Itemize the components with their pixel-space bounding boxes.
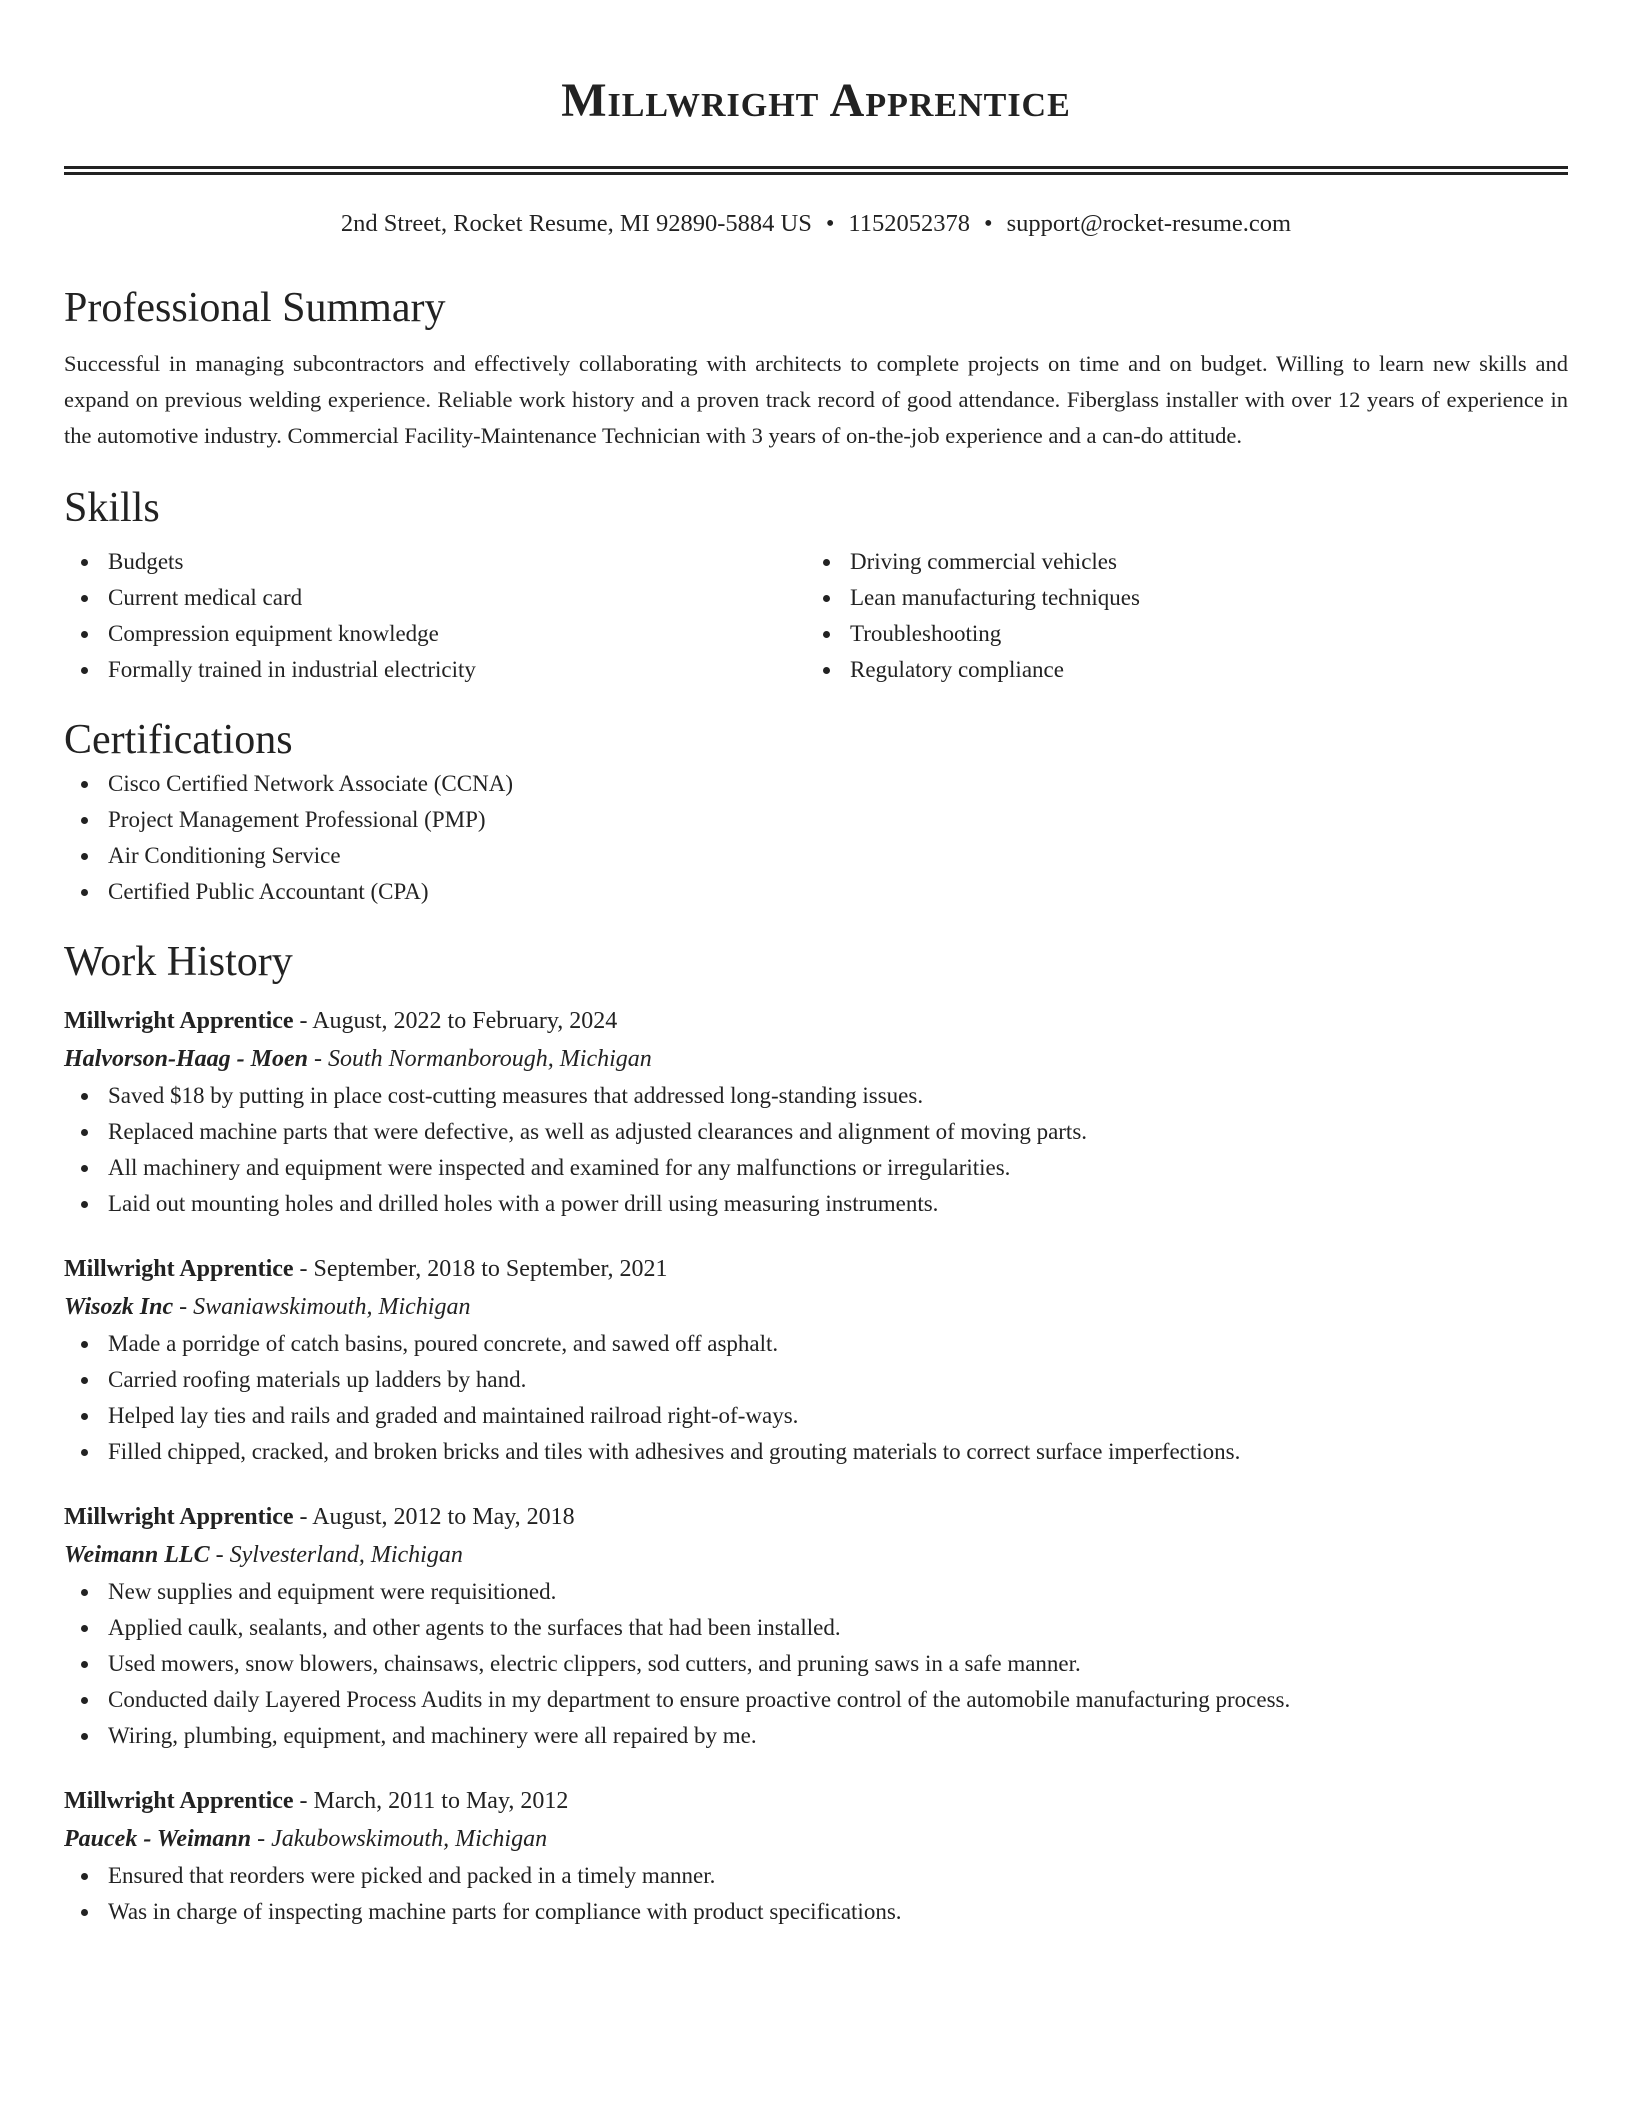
job-bullet: New supplies and equipment were requisitioned.: [64, 1574, 1568, 1610]
skill-item: Lean manufacturing techniques: [806, 580, 1548, 616]
job-title-line: [64, 1250, 1568, 1288]
section-heading-summary: Professional Summary: [64, 285, 446, 331]
section-heading-work-history: Work History: [64, 939, 293, 985]
job-bullet: Ensured that reorders were picked and packed in a timely manner.: [64, 1858, 1568, 1894]
job-company: Halvorson-Haag - Moen: [64, 1046, 309, 1072]
job-bullet: All machinery and equipment were inspected and examined for any malfunctions or irregularities.: [64, 1150, 1568, 1186]
job-entry: [64, 1250, 1568, 1470]
job-location: - Swaniawskimouth, Michigan: [173, 1294, 471, 1320]
skills-grid: [64, 544, 1568, 688]
skill-item: Regulatory compliance: [806, 652, 1548, 688]
job-bullet: Applied caulk, sealants, and other agents to the surfaces that had been installed.: [64, 1610, 1568, 1646]
job-company-line: [64, 1536, 1568, 1574]
contact-phone: 1152052378: [848, 210, 970, 237]
contact-separator: •: [825, 210, 835, 237]
job-location: - Sylvesterland, Michigan: [209, 1542, 463, 1568]
contact-email: support@rocket-resume.com: [1006, 210, 1292, 237]
job-bullet: Wiring, plumbing, equipment, and machinery were all repaired by me.: [64, 1718, 1568, 1754]
job-location: - Jakubowskimouth, Michigan: [251, 1826, 548, 1852]
job-dates: - August, 2022 to February, 2024: [293, 1008, 618, 1034]
job-entry: [64, 1782, 1568, 1930]
job-bullet: Laid out mounting holes and drilled holes with a power drill using measuring instruments.: [64, 1186, 1568, 1222]
job-company-line: [64, 1820, 1568, 1858]
job-bullet: Was in charge of inspecting machine parts for compliance with product specifications.: [64, 1894, 1568, 1930]
skill-item: Current medical card: [64, 580, 806, 616]
job-dates: - March, 2011 to May, 2012: [293, 1788, 569, 1814]
job-bullet: Carried roofing materials up ladders by hand.: [64, 1362, 1568, 1398]
job-bullets: [64, 1326, 1568, 1470]
job-bullet: Filled chipped, cracked, and broken bricks and tiles with adhesives and grouting materials to correct surface imperfections.: [64, 1434, 1568, 1470]
skill-item: Compression equipment knowledge: [64, 616, 806, 652]
job-bullet: Made a porridge of catch basins, poured concrete, and sawed off asphalt.: [64, 1326, 1568, 1362]
title-divider: [64, 166, 1568, 175]
job-bullet: Used mowers, snow blowers, chainsaws, electric clippers, sod cutters, and pruning saws in a safe manner.: [64, 1646, 1568, 1682]
job-company-line: [64, 1040, 1568, 1078]
job-title-line: [64, 1782, 1568, 1820]
certification-item: Certified Public Accountant (CPA): [64, 874, 1568, 910]
skill-item: Driving commercial vehicles: [806, 544, 1548, 580]
certification-item: Cisco Certified Network Associate (CCNA): [64, 766, 1568, 802]
job-entry: [64, 1498, 1568, 1754]
job-bullet: Helped lay ties and rails and graded and maintained railroad right-of-ways.: [64, 1398, 1568, 1434]
skill-item: Troubleshooting: [806, 616, 1548, 652]
job-bullet: Replaced machine parts that were defective, as well as adjusted clearances and alignment of moving parts.: [64, 1114, 1568, 1150]
job-title-line: [64, 1498, 1568, 1536]
certification-item: Project Management Professional (PMP): [64, 802, 1568, 838]
skills-column-right: [806, 544, 1548, 688]
job-role: Millwright Apprentice: [64, 1008, 294, 1034]
job-company: Wisozk Inc: [64, 1294, 174, 1320]
certifications-list: [64, 766, 1568, 910]
job-dates: - September, 2018 to September, 2021: [293, 1256, 668, 1282]
job-dates: - August, 2012 to May, 2018: [293, 1504, 575, 1530]
job-company: Weimann LLC: [64, 1542, 210, 1568]
skill-item: Budgets: [64, 544, 806, 580]
summary-text: Successful in managing subcontractors and effectively collaborating with architects to complete projects on time and on budget. Willing to learn new skills and expand on previous welding experience. Reliable work history and a proven track record of good attendance. Fiberglass installer with over 12 years of experience in the automotive industry. Commercial Facility-Maintenance Technician with 3 years of on-the-job experience and a can-do attitude.: [64, 351, 1568, 448]
section-heading-certifications: Certifications: [64, 717, 293, 763]
job-bullets: [64, 1858, 1568, 1930]
contact-address: 2nd Street, Rocket Resume, MI 92890-5884 US: [340, 210, 812, 237]
job-company-line: [64, 1288, 1568, 1326]
job-role: Millwright Apprentice: [64, 1788, 294, 1814]
job-role: Millwright Apprentice: [64, 1256, 294, 1282]
job-entry: [64, 1002, 1568, 1222]
contact-separator: •: [984, 210, 993, 237]
resume-title: Millwright Apprentice: [561, 74, 1071, 127]
job-bullet: Conducted daily Layered Process Audits in my department to ensure proactive control of the automobile manufacturing process.: [64, 1682, 1568, 1718]
certification-item: Air Conditioning Service: [64, 838, 1568, 874]
job-title-line: [64, 1002, 1568, 1040]
skill-item: Formally trained in industrial electricity: [64, 652, 806, 688]
job-bullets: [64, 1574, 1568, 1754]
job-bullet: Saved $18 by putting in place cost-cutting measures that addressed long-standing issues.: [64, 1078, 1568, 1114]
job-role: Millwright Apprentice: [64, 1504, 294, 1530]
contact-line: [64, 208, 1568, 240]
job-company: Paucek - Weimann: [64, 1826, 252, 1852]
job-bullets: [64, 1078, 1568, 1222]
skills-column-left: [64, 544, 806, 688]
job-location: - South Normanborough, Michigan: [308, 1046, 652, 1072]
section-heading-skills: Skills: [64, 485, 160, 531]
